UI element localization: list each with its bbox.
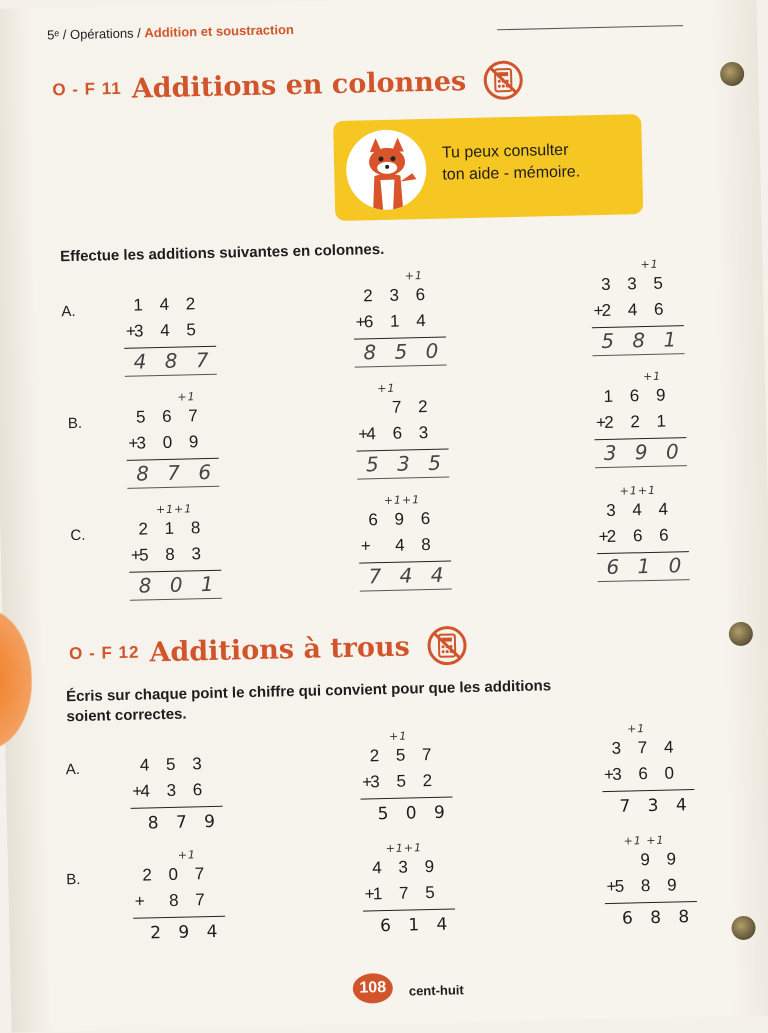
plus-sign: + [603, 764, 615, 785]
exercise2-title: Additions à trous [149, 630, 411, 668]
result-field[interactable]: 5 0 9 [377, 802, 452, 825]
answer-field[interactable]: 8 5 0 [363, 338, 445, 365]
answer-field[interactable]: 8 7 6 [135, 459, 218, 486]
addition-operation: +1 3 3 5 + 2 4 6 5 8 1 [591, 273, 691, 275]
operand-bottom: 2 4 6 [601, 299, 670, 321]
operand-top: 2 1 8 [138, 518, 207, 539]
page-number-badge: 108 [352, 973, 393, 1004]
missing-digit-addition [129, 754, 229, 834]
plus-sign: + [358, 424, 369, 444]
exercise1-code: O - F 11 [52, 78, 122, 100]
operand-top: 6 9 6 [368, 508, 437, 530]
operand-top: 2 3 6 [363, 284, 432, 306]
operand-bottom[interactable]: 4 3 6 [140, 780, 209, 801]
plus-sign: + [125, 321, 136, 341]
sum-bar [605, 901, 697, 904]
operand-top: 3 3 5 [600, 273, 670, 295]
operand-bottom[interactable]: 3 5 2 [370, 770, 439, 792]
exercise2-code: O - F 12 [68, 642, 140, 664]
addition-operation [123, 294, 223, 374]
operand-bottom: 2 6 6 [606, 525, 675, 546]
operand-top[interactable]: 4 3 9 [372, 856, 441, 878]
plus-sign: + [595, 412, 607, 433]
operand-top[interactable]: 2 5 7 [369, 744, 438, 766]
sum-bar [602, 789, 694, 792]
answer-line [595, 465, 687, 468]
aide-memoire-callout [333, 114, 643, 221]
orange-sticker-edge [0, 608, 33, 749]
missing-digit-addition: +1+1 4 3 9 + 1 7 5 6 1 4 [364, 841, 454, 937]
sum-bar [360, 797, 452, 800]
answer-line [125, 374, 217, 377]
operand-top: 3 4 4 [605, 499, 675, 520]
plus-sign: + [130, 545, 142, 565]
breadcrumb-grade: 5ᵉ [46, 27, 60, 43]
breadcrumb: 5ᵉ / Opérations / Addition et soustraction [46, 21, 295, 43]
plus-sign: + [364, 884, 375, 904]
answer-field[interactable]: 5 8 1 [601, 327, 683, 354]
plus-sign: + [134, 891, 145, 911]
operand-bottom[interactable]: 5 8 9 [614, 875, 683, 896]
binder-hole [720, 62, 745, 87]
operand-top[interactable]: 9 9 [640, 849, 683, 870]
operand-bottom: 4 8 [394, 534, 437, 555]
answer-line [127, 486, 219, 489]
answer-field[interactable]: 3 9 0 [603, 439, 685, 465]
operand-top: 5 6 7 [135, 406, 204, 427]
exercise2-heading [69, 624, 469, 675]
row-label-b: B. [67, 414, 83, 433]
breadcrumb-section: Opérations [69, 25, 134, 42]
operand-bottom: 6 1 4 [363, 310, 432, 332]
answer-field[interactable]: 7 4 4 [368, 562, 450, 589]
name-line [497, 25, 683, 30]
result-field[interactable]: 7 3 4 [619, 795, 693, 817]
operand-bottom: 4 6 3 [366, 422, 435, 444]
operand-top: 1 4 2 [133, 294, 202, 315]
plus-sign: + [606, 876, 617, 897]
aide-memoire-text: Tu peux consulter ton aide - mémoire. [441, 141, 581, 184]
result-field[interactable]: 2 9 4 [150, 921, 224, 944]
binder-hole [731, 916, 756, 941]
binder-hole [729, 622, 754, 647]
plus-sign: + [132, 781, 143, 801]
operand-bottom: 3 0 9 [136, 432, 205, 453]
answer-line [355, 365, 447, 368]
plus-sign: + [593, 300, 604, 321]
operand-bottom[interactable]: 8 7 [168, 890, 211, 910]
no-calculator-icon [482, 59, 525, 102]
operand-top[interactable]: 3 7 4 [611, 737, 680, 758]
addition-operation: +1+1 6 9 6 + 4 8 7 4 4 [358, 508, 458, 510]
answer-line [360, 588, 452, 591]
addition-operation: +1+1 2 1 8 + 5 8 3 8 0 1 [128, 518, 228, 520]
result-field[interactable]: 6 1 4 [379, 914, 454, 937]
sum-bar [133, 916, 225, 919]
answer-field[interactable]: 6 1 0 [606, 553, 688, 579]
addition-operation: +1 5 6 7 + 3 0 9 8 7 6 [126, 406, 226, 408]
row-label-c: C. [70, 526, 86, 545]
row-label-a: A. [61, 302, 76, 321]
answer-line [598, 579, 690, 582]
answer-line [592, 353, 684, 356]
operand-top: 1 6 9 [603, 385, 672, 406]
addition-operation: +1 1 6 9 + 2 2 1 3 9 0 [593, 385, 693, 387]
exercise1-title: Additions en colonnes [131, 65, 467, 105]
operand-top[interactable]: 4 5 3 [139, 754, 208, 775]
answer-field[interactable]: 5 3 5 [365, 450, 448, 477]
operand-bottom: 5 8 3 [138, 544, 208, 565]
addition-operation: +1 2 3 6 + 6 1 4 8 5 0 [353, 284, 453, 286]
exercise1-instruction: Effectue les additions suivantes en colonnes. [59, 240, 385, 266]
operand-bottom: 2 2 1 [603, 411, 673, 432]
no-calculator-icon [425, 624, 468, 667]
answer-field[interactable]: 4 8 7 [133, 347, 215, 374]
operand-bottom: 3 4 5 [133, 320, 203, 341]
result-field[interactable]: 8 7 9 [147, 811, 222, 834]
exercise1-heading [52, 59, 525, 112]
missing-digit-addition: +1 2 0 7 + 8 7 2 9 4 [134, 848, 224, 944]
answer-field[interactable]: 8 0 1 [138, 571, 220, 598]
row-label-a: A. [65, 760, 81, 779]
page-number-word: cent-huit [408, 982, 464, 999]
operand-top: 7 2 [391, 396, 434, 417]
plus-sign: + [598, 526, 609, 547]
answer-line [357, 477, 449, 480]
fox-mascot-icon [345, 129, 427, 211]
answer-line [130, 598, 222, 601]
row-label-b: B. [66, 870, 81, 889]
plus-sign: + [360, 536, 371, 556]
addition-operation: +1 7 2 + 4 6 3 5 3 5 [355, 396, 455, 398]
plus-sign: + [128, 433, 139, 453]
sum-bar [363, 908, 455, 911]
addition-operation: +1+1 3 4 4 + 2 6 6 6 1 0 [596, 499, 696, 501]
breadcrumb-subsection: Addition et soustraction [144, 21, 295, 41]
operand-top[interactable]: 2 0 7 [142, 864, 211, 885]
sum-bar [131, 806, 223, 809]
exercise2-instruction: Écris sur chaque point le chiffre qui convient pour que les additions soient correctes. [65, 677, 552, 726]
operand-bottom[interactable]: 3 6 0 [611, 763, 681, 784]
missing-digit-addition: +1 2 5 7 + 3 5 2 5 0 9 [361, 729, 452, 825]
missing-digit-addition: +1 +1 9 9 + 5 8 9 6 8 8 [606, 833, 696, 929]
result-field[interactable]: 6 8 8 [621, 907, 696, 929]
plus-sign: + [355, 312, 366, 332]
missing-digit-addition: +1 3 7 4 + 3 6 0 7 3 4 [603, 722, 693, 817]
plus-sign: + [361, 772, 373, 792]
operand-bottom[interactable]: 1 7 5 [372, 882, 441, 904]
